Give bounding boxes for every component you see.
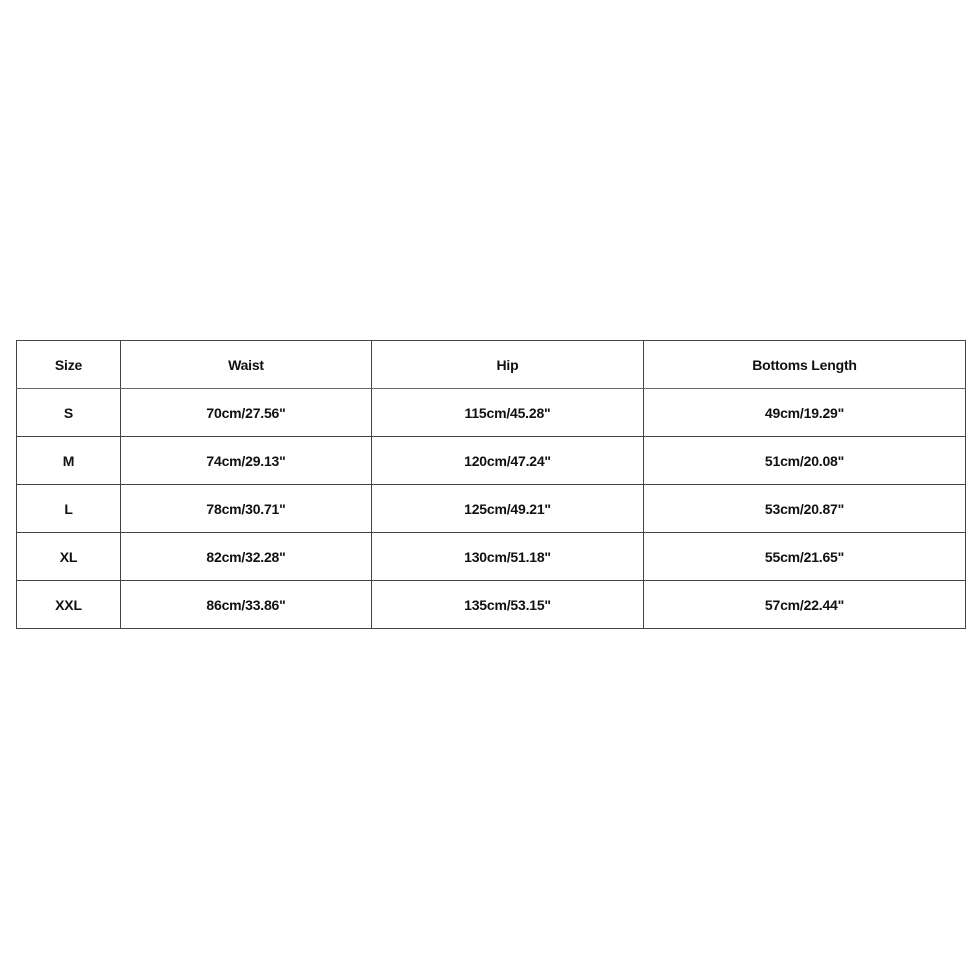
cell-size: XL (17, 533, 121, 581)
cell-waist: 78cm/30.71" (121, 485, 372, 533)
cell-hip: 125cm/49.21" (372, 485, 644, 533)
cell-size: L (17, 485, 121, 533)
header-size: Size (17, 341, 121, 389)
cell-waist: 70cm/27.56" (121, 389, 372, 437)
table-row (17, 437, 966, 485)
cell-hip: 120cm/47.24" (372, 437, 644, 485)
table-row (17, 389, 966, 437)
cell-waist: 82cm/32.28" (121, 533, 372, 581)
table-row (17, 485, 966, 533)
cell-size: XXL (17, 581, 121, 629)
cell-hip: 135cm/53.15" (372, 581, 644, 629)
cell-waist: 74cm/29.13" (121, 437, 372, 485)
cell-bottoms-length: 55cm/21.65" (644, 533, 966, 581)
table-row (17, 533, 966, 581)
cell-bottoms-length: 49cm/19.29" (644, 389, 966, 437)
header-hip: Hip (372, 341, 644, 389)
cell-bottoms-length: 51cm/20.08" (644, 437, 966, 485)
header-waist: Waist (121, 341, 372, 389)
table-header (17, 341, 966, 389)
table-body (17, 389, 966, 629)
cell-size: M (17, 437, 121, 485)
cell-hip: 130cm/51.18" (372, 533, 644, 581)
cell-bottoms-length: 57cm/22.44" (644, 581, 966, 629)
table-row (17, 581, 966, 629)
size-chart-table (16, 340, 966, 629)
cell-size: S (17, 389, 121, 437)
cell-bottoms-length: 53cm/20.87" (644, 485, 966, 533)
header-bottoms-length: Bottoms Length (644, 341, 966, 389)
cell-waist: 86cm/33.86" (121, 581, 372, 629)
cell-hip: 115cm/45.28" (372, 389, 644, 437)
header-row (17, 341, 966, 389)
